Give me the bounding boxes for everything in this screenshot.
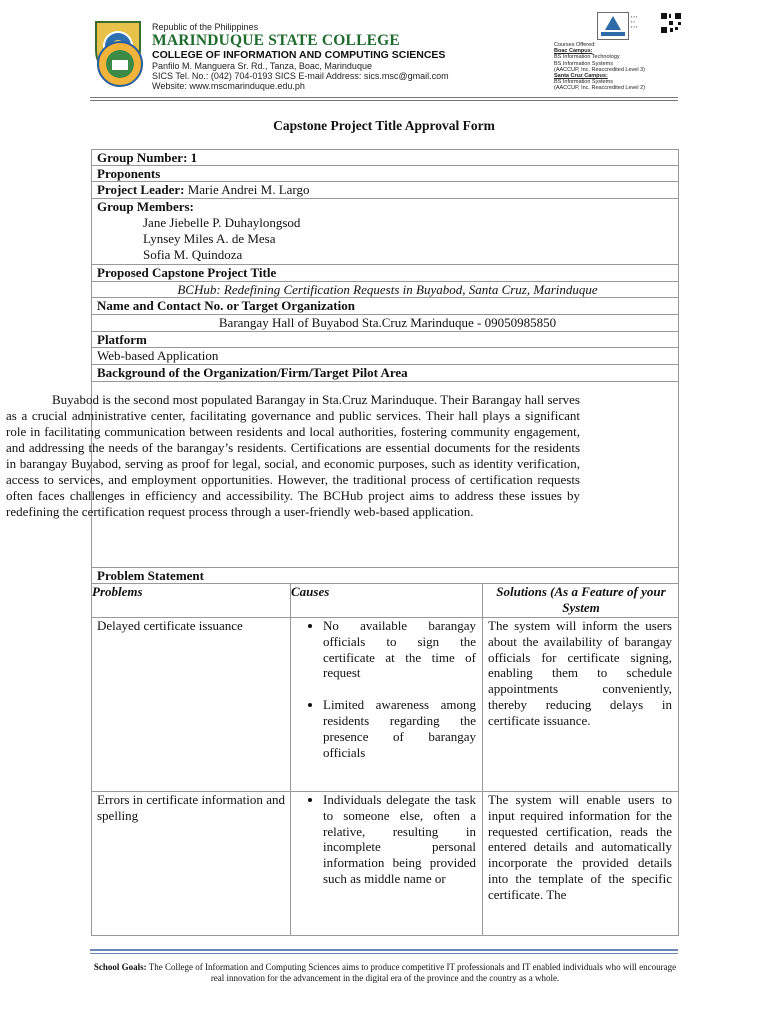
school-goals-text: The College of Information and Computing Sciences aims to produce competitive IT professionals and IT enabled individuals who will encourage real innovation for the advancement in the digital era of the province and the country as a whole. [148, 962, 677, 983]
footer-divider [90, 949, 678, 951]
organization-label: Name and Contact No. or Target Organization [92, 298, 678, 315]
group-number: Group Number: 1 [92, 150, 678, 166]
santacruz-campus-label: Santa Cruz Campus: [554, 73, 608, 80]
website-line: Website: www.mscmarinduque.edu.ph [152, 81, 305, 91]
problem-statement-label: Problem Statement [92, 567, 678, 584]
project-leader-name: Marie Andrei M. Largo [187, 182, 310, 197]
member-2: Lynsey Miles A. de Mesa [143, 231, 276, 246]
santacruz-course-1: BS Information Systems [554, 79, 613, 86]
col-causes: Causes [291, 584, 330, 599]
department-name: COLLEGE OF INFORMATION AND COMPUTING SCIENCES [152, 49, 446, 61]
cause-1-2: • Limited awareness among residents regarding the presence of barangay officials [323, 697, 476, 760]
department-seal-icon [96, 40, 144, 88]
organization-value: Barangay Hall of Buyabod Sta.Cruz Marinduque - 09050985850 [92, 315, 678, 332]
qr-code-icon [660, 12, 682, 34]
letterhead-text [152, 22, 449, 91]
courses-title: Courses Offered: [554, 42, 596, 48]
platform-label: Platform [92, 332, 678, 348]
boac-accreditation: (AACCUP, Inc. Reaccredited Level 3) [554, 66, 645, 73]
certification-badge-icon [597, 12, 629, 40]
contact-line: SICS Tel. No.: (042) 704-0193 SICS E-mail Address: sics.msc@gmail.com [152, 71, 449, 81]
causes-2 [291, 792, 476, 887]
school-goals-label: School Goals: [93, 962, 147, 972]
letterhead [0, 0, 768, 110]
problem-table-header [92, 584, 678, 618]
background-paragraph: Buyabod is the second most populated Barangay in Sta.Cruz Marinduque. Their Barangay hall serves as a crucial administrative center, facilitating governance and public services. Their hall plays a significant role in facilitating communication between residents and local authorities, fostering community engagement, and addressing the needs of the barangay’s residents. Certifications are essential documents for the residents in barangay Buyabod, serving as proof for legal, social, and economic purposes, such as identity verification, access to services, and employment opportunities. However, the traditional process of certification requests often faces challenges in efficiency and accessibility. The BCHub project aims to address these issues by redefining the certification request process through a user-friendly web-based application. [6, 392, 580, 519]
header-divider [90, 97, 678, 98]
member-3: Sofia M. Quindoza [143, 247, 243, 262]
boac-course-2: BS Information Systems [554, 60, 613, 67]
group-members-row [92, 199, 678, 265]
background-label: Background of the Organization/Firm/Target Pilot Area [92, 365, 678, 382]
approval-form-table [91, 149, 679, 936]
courses-offered [554, 42, 694, 92]
school-goals [90, 962, 680, 984]
col-solutions: Solutions (As a Feature of your System [496, 584, 666, 615]
table-row [92, 792, 678, 935]
proposed-title-label: Proposed Capstone Project Title [92, 265, 678, 282]
causes-1 [291, 618, 476, 760]
background-text [6, 392, 580, 520]
cause-2-1: • Individuals delegate the task to someone else, often a relative, resulting in incomplete personal information being provided such as middle name or [323, 792, 476, 887]
address-line: Panfilo M. Manguera Sr. Rd., Tanza, Boac, Marinduque [152, 61, 372, 71]
cause-1-1: • No available barangay officials to sign the certificate at the time of request [323, 618, 476, 681]
boac-course-1: BS Information Technology [554, 54, 620, 61]
college-name: MARINDUQUE STATE COLLEGE [152, 32, 400, 49]
form-title: Capstone Project Title Approval Form [273, 118, 495, 133]
project-leader-label: Project Leader: [97, 182, 185, 197]
certification-label: ▪ ▪ ▪ ▪ ▪ ▪ ▪ ▪ [631, 14, 638, 29]
santacruz-accreditation: (AACCUP, Inc. Reaccredited Level 2) [554, 85, 645, 92]
table-row [92, 618, 678, 792]
header-divider-2 [90, 100, 678, 101]
project-title: BCHub: Redefining Certification Requests in Buyabod, Santa Cruz, Marinduque [92, 282, 678, 298]
problem-1: Delayed certificate issuance [97, 618, 243, 633]
solution-2: The system will enable users to input required information for the requested certification, reads the entered details and automatically incorporate the provided details into the template of the specific certificate. The [488, 792, 672, 902]
footer-divider-2 [90, 953, 678, 954]
problem-2: Errors in certificate information and spelling [97, 792, 285, 823]
boac-campus-label: Boac Campus: [554, 48, 593, 55]
platform-value: Web-based Application [92, 348, 678, 365]
col-problems: Problems [92, 584, 143, 599]
proponents-label: Proponents [92, 166, 678, 182]
republic-line: Republic of the Philippines [152, 22, 259, 32]
member-1: Jane Jiebelle P. Duhaylongsod [143, 215, 301, 230]
project-leader-row [92, 182, 678, 199]
group-members-label: Group Members: [97, 199, 194, 214]
solution-1: The system will inform the users about the availability of barangay officials for certificate signing, enabling them to schedule appointments conveniently, thereby reducing delays in certificate issuance. [488, 618, 672, 728]
